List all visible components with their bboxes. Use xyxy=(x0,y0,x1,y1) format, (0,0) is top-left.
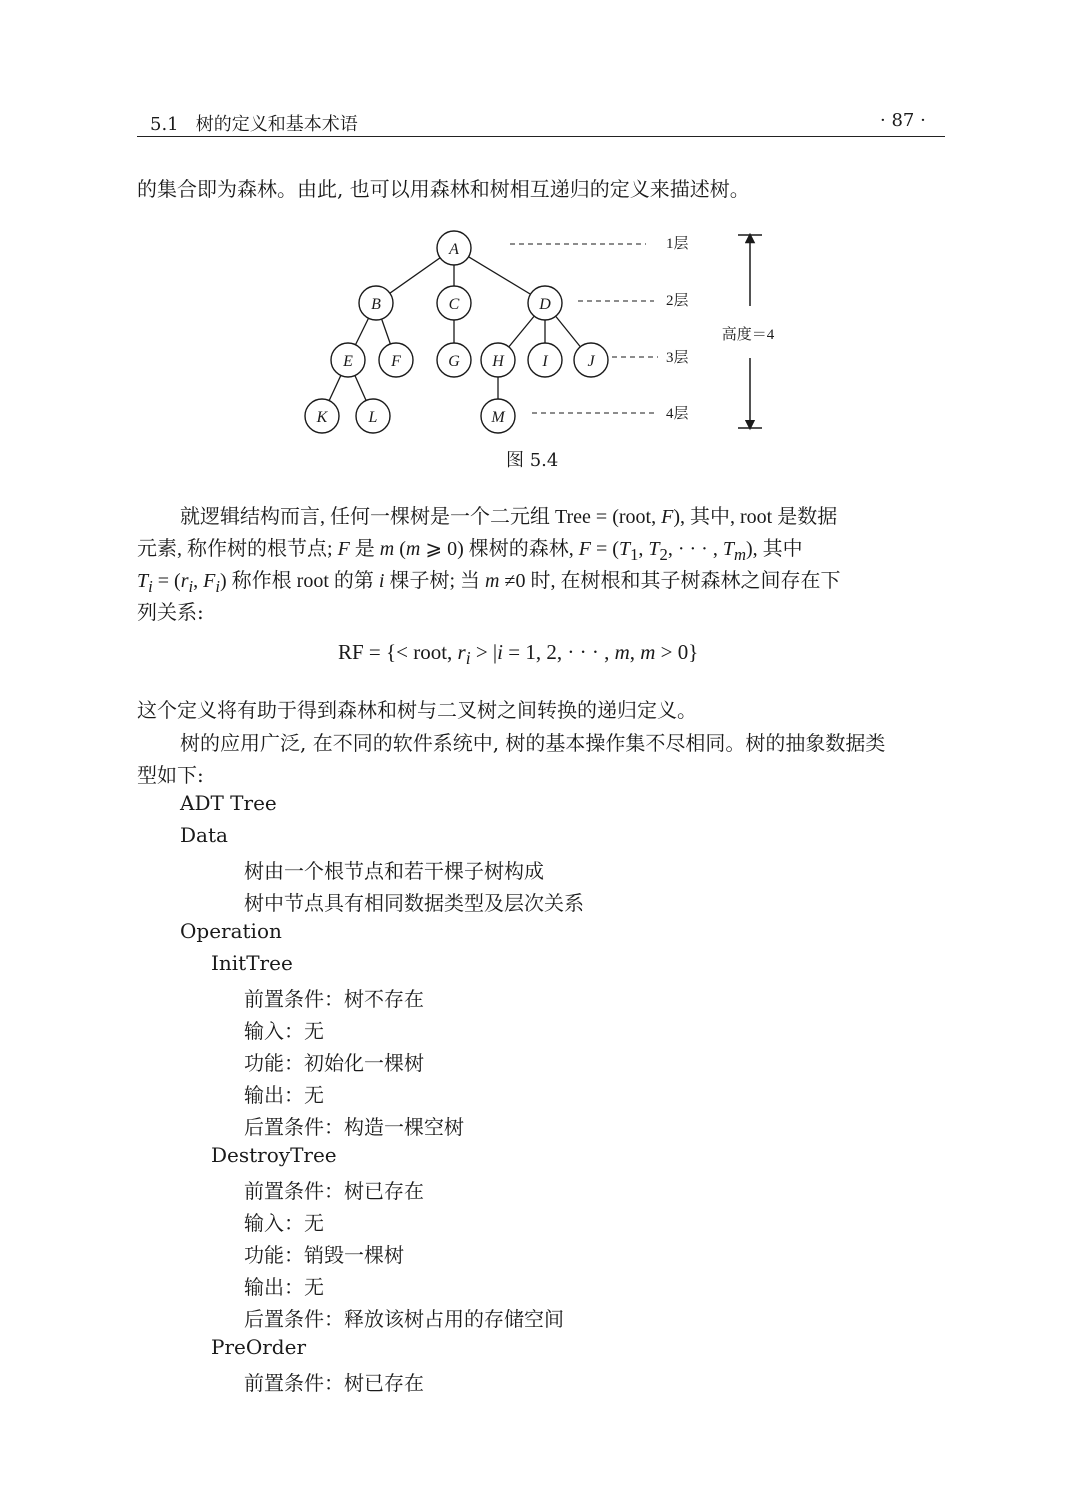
para1-line4: 列关系: xyxy=(137,600,204,624)
op-line: 输出：无 xyxy=(244,1275,324,1299)
level-4-label: 4层 xyxy=(666,406,689,422)
op-name-destroytree: DestroyTree xyxy=(211,1143,337,1167)
figure-caption: 图 5.4 xyxy=(506,450,559,471)
level-1-label: 1层 xyxy=(666,236,689,252)
op-line: 功能：初始化一棵树 xyxy=(244,1051,424,1075)
para1-line2: 元素, 称作树的根节点; F 是 m (m ⩾ 0) 棵树的森林, $F = (T_1$, $T_2$, · · · , $T_m$), 其中 xyxy=(137,538,803,564)
op-line: 前置条件：树已存在 xyxy=(244,1371,424,1395)
op-line: 功能：销毁一棵树 xyxy=(244,1243,404,1267)
op-line: 输出：无 xyxy=(244,1083,324,1107)
node-J-label: J xyxy=(587,353,595,370)
node-C-label: C xyxy=(448,296,460,313)
tree-figure xyxy=(0,0,1080,470)
node-E-label: E xyxy=(343,353,353,370)
op-line: 前置条件：树已存在 xyxy=(244,1179,424,1203)
node-H-label: H xyxy=(492,353,504,370)
adt-operation-label: Operation xyxy=(180,919,282,943)
node-G-label: G xyxy=(448,353,460,370)
adt-data-line: 树由一个根节点和若干棵子树构成 xyxy=(244,859,544,883)
node-F-label: F xyxy=(391,353,401,370)
op-name-inittree: InitTree xyxy=(211,951,293,975)
op-line: 后置条件：释放该树占用的存储空间 xyxy=(244,1307,564,1331)
adt-data-label: Data xyxy=(180,823,228,847)
height-label: 高度＝4 xyxy=(721,327,775,343)
para2-line2: 型如下: xyxy=(137,763,204,787)
op-name-preorder: PreOrder xyxy=(211,1335,307,1359)
op-line: 输入：无 xyxy=(244,1211,324,1235)
formula-rf: RF = {< root, $r_i > |i = 1$, 2, · · · , m, m > 0} xyxy=(338,640,699,669)
para2-line1: 树的应用广泛, 在不同的软件系统中, 树的基本操作集不尽相同。树的抽象数据类 xyxy=(180,731,886,755)
op-line: 后置条件：构造一棵空树 xyxy=(244,1115,464,1139)
node-D-label: D xyxy=(539,296,551,313)
node-B-label: B xyxy=(371,296,381,313)
op-line: 输入：无 xyxy=(244,1019,324,1043)
adt-title: ADT Tree xyxy=(180,791,277,815)
adt-data-line: 树中节点具有相同数据类型及层次关系 xyxy=(244,891,584,915)
para1-line3: $T_i = (r_i$, $F_i$) 称作根 root 的第 i 棵子树; 当 m ≠0 时, 在树根和其子树森林之间存在下 xyxy=(137,570,841,596)
intro-line: 的集合即为森林。由此, 也可以用森林和树相互递归的定义来描述树。 xyxy=(137,177,750,201)
running-header-section: 5.1 树的定义和基本术语 xyxy=(150,114,358,135)
node-I-label: I xyxy=(542,353,548,370)
page-number: · 87 · xyxy=(880,110,926,131)
op-line: 前置条件：树不存在 xyxy=(244,987,424,1011)
level-3-label: 3层 xyxy=(666,350,689,366)
node-L-label: L xyxy=(368,409,378,426)
node-A-label: A xyxy=(449,241,459,258)
after-formula-line: 这个定义将有助于得到森林和树与二叉树之间转换的递归定义。 xyxy=(137,698,697,722)
node-K-label: K xyxy=(316,409,328,426)
para1-line1: 就逻辑结构而言, 任何一棵树是一个二元组 Tree = (root, F), 其中, root 是数据 xyxy=(180,506,838,528)
node-M-label: M xyxy=(491,409,505,426)
level-2-label: 2层 xyxy=(666,293,689,309)
